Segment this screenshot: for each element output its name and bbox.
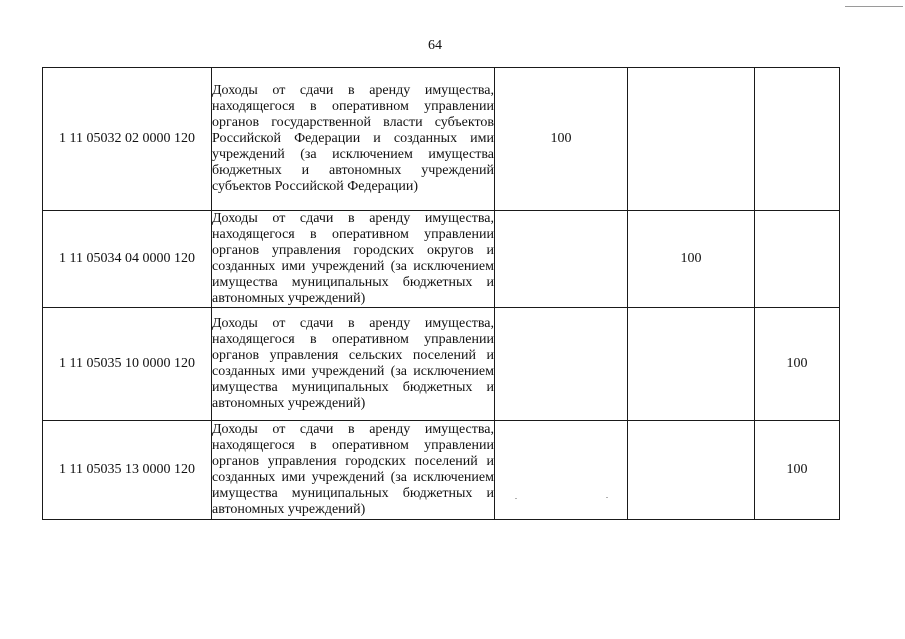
revenue-code-cell: 1 11 05034 04 0000 120	[43, 211, 212, 308]
revenue-code-cell: 1 11 05035 13 0000 120	[43, 421, 212, 520]
table-row	[43, 68, 840, 211]
revenue-code-cell: 1 11 05032 02 0000 120	[43, 68, 212, 211]
settlement-budget-share-cell: 100	[755, 308, 840, 421]
revenue-description-cell: Доходы от сдачи в аренду имущества, находящегося в оперативном управлении органов управления сельских поселений и созданных ими учреждений (за исключением имущества муниципальных бюджетных и автономных учреждений)	[212, 308, 495, 421]
city-district-budget-share-cell	[628, 308, 755, 421]
settlement-budget-share-cell	[755, 68, 840, 211]
page-number: 64	[428, 38, 442, 53]
regional-budget-share-cell: 100	[495, 68, 628, 211]
city-district-budget-share-cell: 100	[628, 211, 755, 308]
revenue-description-cell: Доходы от сдачи в аренду имущества, находящегося в оперативном управлении органов управления городских округов и созданных ими учреждений (за исключением имущества муниципальных бюджетных и автономных учреждений)	[212, 211, 494, 306]
scan-speck	[515, 498, 517, 499]
city-district-budget-share-cell	[628, 68, 755, 211]
regional-budget-share-cell	[495, 211, 628, 308]
city-district-budget-share-cell	[628, 421, 755, 520]
table-row	[43, 421, 840, 520]
table-row	[43, 308, 840, 421]
revenue-code-cell: 1 11 05035 10 0000 120	[43, 308, 212, 421]
settlement-budget-share-cell	[755, 211, 840, 308]
settlement-budget-share-cell: 100	[755, 421, 840, 520]
revenue-description-cell: Доходы от сдачи в аренду имущества, находящегося в оперативном управлении органов государственной власти субъектов Российской Федерации и созданных ими учреждений (за исключением имущества бюджетных и автономных учреждений субъектов Российской Федерации)	[212, 68, 495, 211]
table-row	[43, 211, 840, 308]
revenue-distribution-table	[42, 67, 840, 520]
regional-budget-share-cell	[495, 308, 628, 421]
revenue-description-cell: Доходы от сдачи в аренду имущества, находящегося в оперативном управлении органов управления городских поселений и созданных ими учреждений (за исключением имущества муниципальных бюджетных и автономных учреждений)	[212, 421, 495, 520]
scan-speck	[606, 497, 608, 498]
regional-budget-share-cell	[495, 421, 628, 520]
scan-edge-mark	[845, 6, 903, 7]
